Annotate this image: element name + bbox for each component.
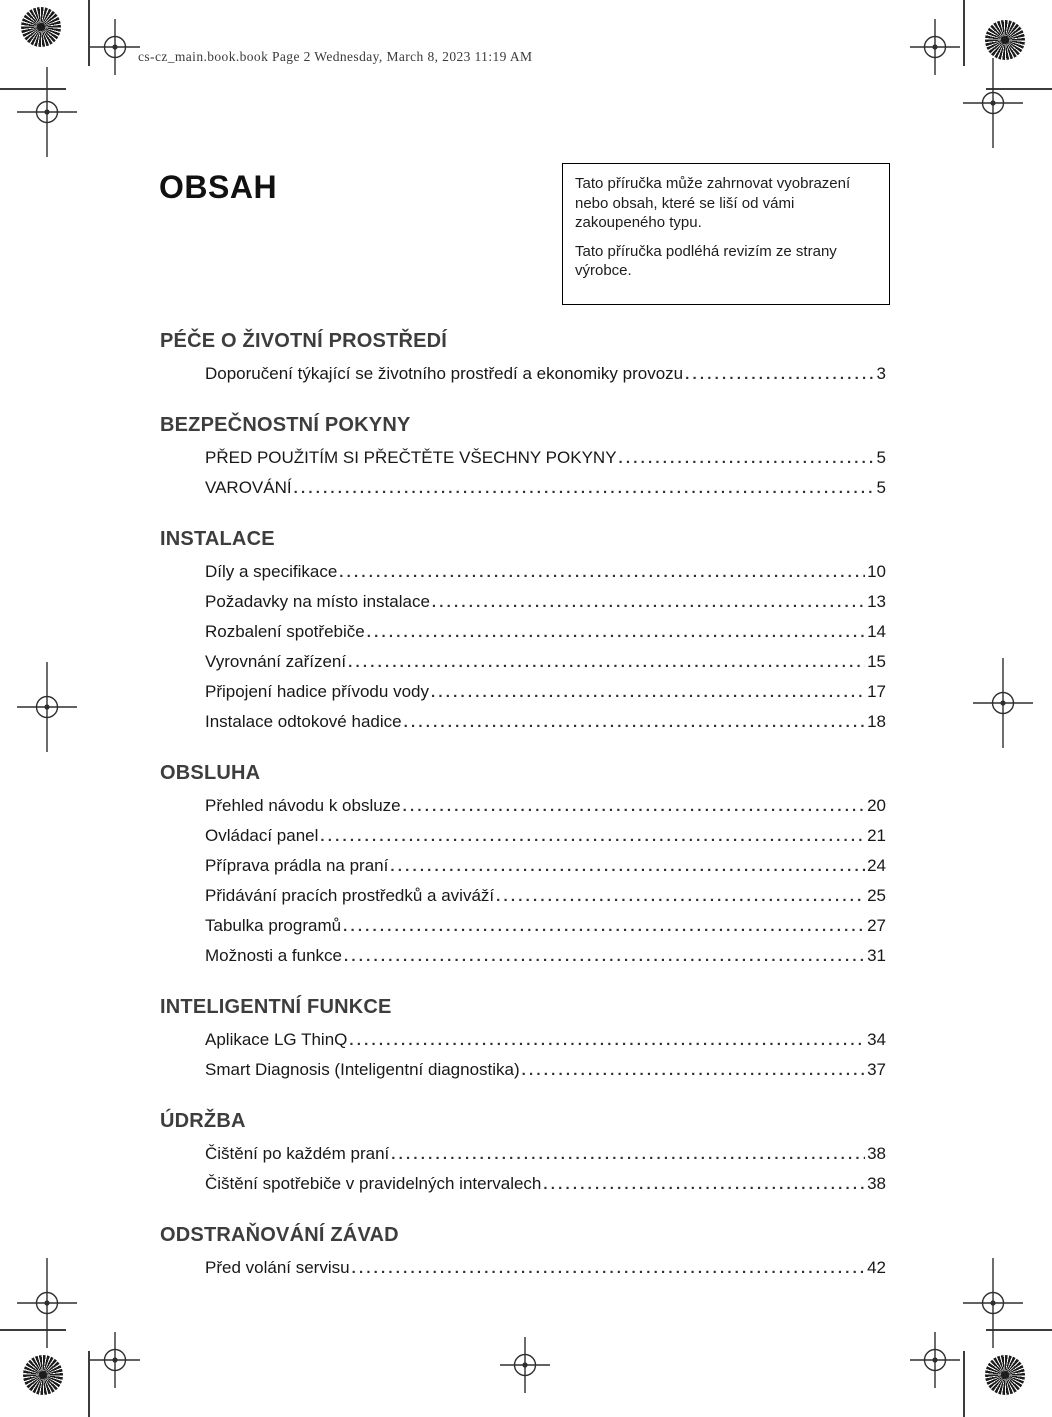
toc-entry <box>160 1253 886 1283</box>
dot-leader <box>390 851 865 881</box>
toc-entry <box>160 557 886 587</box>
toc-section-operation <box>160 758 886 971</box>
note-paragraph: Tato příručka podléhá revizím ze strany výrobce. <box>575 242 837 279</box>
toc-section-heading: BEZPEČNOSTNÍ POKYNY <box>160 414 411 436</box>
toc-entry <box>160 791 886 821</box>
toc-section-smart-functions <box>160 992 886 1085</box>
toc-entry-page: 20 <box>867 796 886 815</box>
toc-section-heading: INSTALACE <box>160 528 275 550</box>
star-target-top-left <box>21 7 61 47</box>
print-header-line: cs-cz_main.book.book Page 2 Wednesday, March 8, 2023 11:19 AM <box>138 49 533 64</box>
toc-entry <box>160 359 886 389</box>
star-target-top-right <box>985 20 1025 60</box>
dot-leader <box>343 911 865 941</box>
toc-entry-page: 15 <box>867 652 886 671</box>
toc-entry-page: 10 <box>867 562 886 581</box>
toc-entry <box>160 821 886 851</box>
toc-entry-label: Přehled návodu k obsluze <box>205 796 401 815</box>
dot-leader <box>619 443 875 473</box>
toc-entry-label: Smart Diagnosis (Inteligentní diagnostika) <box>205 1060 520 1079</box>
toc-section-heading: ÚDRŽBA <box>160 1110 246 1132</box>
crop-mark <box>963 0 965 66</box>
registration-mark <box>17 662 77 752</box>
toc-section-installation <box>160 524 886 737</box>
toc-section-heading: ODSTRAŇOVÁNÍ ZÁVAD <box>160 1224 399 1246</box>
toc-entry-label: Čištění spotřebiče v pravidelných intervalech <box>205 1174 542 1193</box>
dot-leader <box>367 617 865 647</box>
toc-entry-page: 38 <box>867 1144 886 1163</box>
toc-entry <box>160 1139 886 1169</box>
dot-leader <box>403 791 865 821</box>
dot-leader <box>352 1253 866 1283</box>
dot-leader <box>496 881 865 911</box>
registration-mark <box>963 1258 1023 1348</box>
toc-entry-label: Příprava prádla na praní <box>205 856 389 875</box>
toc-entry <box>160 851 886 881</box>
toc-entry-page: 37 <box>867 1060 886 1079</box>
toc-entry <box>160 941 886 971</box>
toc-entry-page: 38 <box>867 1174 886 1193</box>
toc-entry-page: 18 <box>867 712 886 731</box>
toc-entry <box>160 473 886 503</box>
toc-entry-page: 24 <box>867 856 886 875</box>
registration-mark <box>90 19 140 75</box>
toc-entry <box>160 1169 886 1199</box>
toc-entry-page: 21 <box>867 826 886 845</box>
toc-entry-label: Ovládací panel <box>205 826 319 845</box>
toc-entry-page: 42 <box>867 1258 886 1277</box>
toc-entry-label: Rozbalení spotřebiče <box>205 622 365 641</box>
toc-entry-label: VAROVÁNÍ <box>205 478 292 497</box>
toc-entry-label: Přidávání pracích prostředků a aviváží <box>205 886 495 905</box>
dot-leader <box>431 677 865 707</box>
toc-entry-label: Připojení hadice přívodu vody <box>205 682 429 701</box>
toc-entry-label: Před volání servisu <box>205 1258 350 1277</box>
page-title: OBSAH <box>159 169 278 206</box>
dot-leader <box>320 821 865 851</box>
table-of-contents <box>160 326 886 1283</box>
registration-mark <box>500 1337 550 1393</box>
toc-entry-page: 13 <box>867 592 886 611</box>
toc-section-environment <box>160 326 886 389</box>
dot-leader <box>348 647 865 677</box>
toc-entry <box>160 587 886 617</box>
toc-entry <box>160 443 886 473</box>
toc-entry-label: Vyrovnání zařízení <box>205 652 347 671</box>
toc-section-heading: INTELIGENTNÍ FUNKCE <box>160 996 392 1018</box>
toc-section-heading: OBSLUHA <box>160 762 261 784</box>
dot-leader <box>404 707 865 737</box>
registration-mark <box>17 1258 77 1348</box>
toc-entry-page: 3 <box>876 364 886 383</box>
toc-entry-label: Aplikace LG ThinQ <box>205 1030 348 1049</box>
dot-leader <box>432 587 865 617</box>
dot-leader <box>294 473 875 503</box>
registration-mark <box>910 19 960 75</box>
toc-entry <box>160 707 886 737</box>
toc-entry-label: Požadavky na místo instalace <box>205 592 430 611</box>
dot-leader <box>391 1139 865 1169</box>
star-target-bottom-left <box>23 1355 63 1395</box>
toc-entry <box>160 881 886 911</box>
dot-leader <box>339 557 865 587</box>
registration-mark <box>90 1332 140 1388</box>
toc-entry-label: Instalace odtokové hadice <box>205 712 402 731</box>
toc-entry <box>160 1025 886 1055</box>
toc-entry-page: 31 <box>867 946 886 965</box>
toc-entry <box>160 647 886 677</box>
toc-entry-label: Možnosti a funkce <box>205 946 343 965</box>
note-box <box>562 163 890 305</box>
registration-mark <box>910 1332 960 1388</box>
registration-mark <box>973 658 1033 748</box>
toc-section-troubleshooting <box>160 1220 886 1283</box>
registration-mark <box>963 58 1023 148</box>
toc-entry-page: 5 <box>876 478 886 497</box>
star-target-bottom-right <box>985 1355 1025 1395</box>
toc-entry <box>160 617 886 647</box>
toc-entry-page: 5 <box>876 448 886 467</box>
toc-entry-page: 14 <box>867 622 886 641</box>
note-paragraph: Tato příručka může zahrnovat vyobrazení nebo obsah, které se liší od vámi zakoupeného typu. <box>575 175 851 231</box>
toc-entry-page: 17 <box>867 682 886 701</box>
crop-mark <box>963 1351 965 1417</box>
toc-entry-label: Doporučení týkající se životního prostředí a ekonomiky provozu <box>205 364 684 383</box>
toc-entry <box>160 1055 886 1085</box>
dot-leader <box>685 359 874 389</box>
toc-section-safety <box>160 410 886 503</box>
toc-entry-label: Díly a specifikace <box>205 562 338 581</box>
toc-entry-page: 34 <box>867 1030 886 1049</box>
toc-entry <box>160 677 886 707</box>
toc-entry-label: Tabulka programů <box>205 916 342 935</box>
dot-leader <box>349 1025 865 1055</box>
dot-leader <box>344 941 865 971</box>
registration-mark <box>17 67 77 157</box>
dot-leader <box>522 1055 865 1085</box>
toc-section-maintenance <box>160 1106 886 1199</box>
toc-section-heading: PÉČE O ŽIVOTNÍ PROSTŘEDÍ <box>160 330 448 352</box>
dot-leader <box>543 1169 865 1199</box>
toc-entry <box>160 911 886 941</box>
toc-entry-label: Čištění po každém praní <box>205 1144 390 1163</box>
toc-entry-page: 27 <box>867 916 886 935</box>
toc-entry-label: PŘED POUŽITÍM SI PŘEČTĚTE VŠECHNY POKYNY <box>205 448 617 467</box>
toc-entry-page: 25 <box>867 886 886 905</box>
